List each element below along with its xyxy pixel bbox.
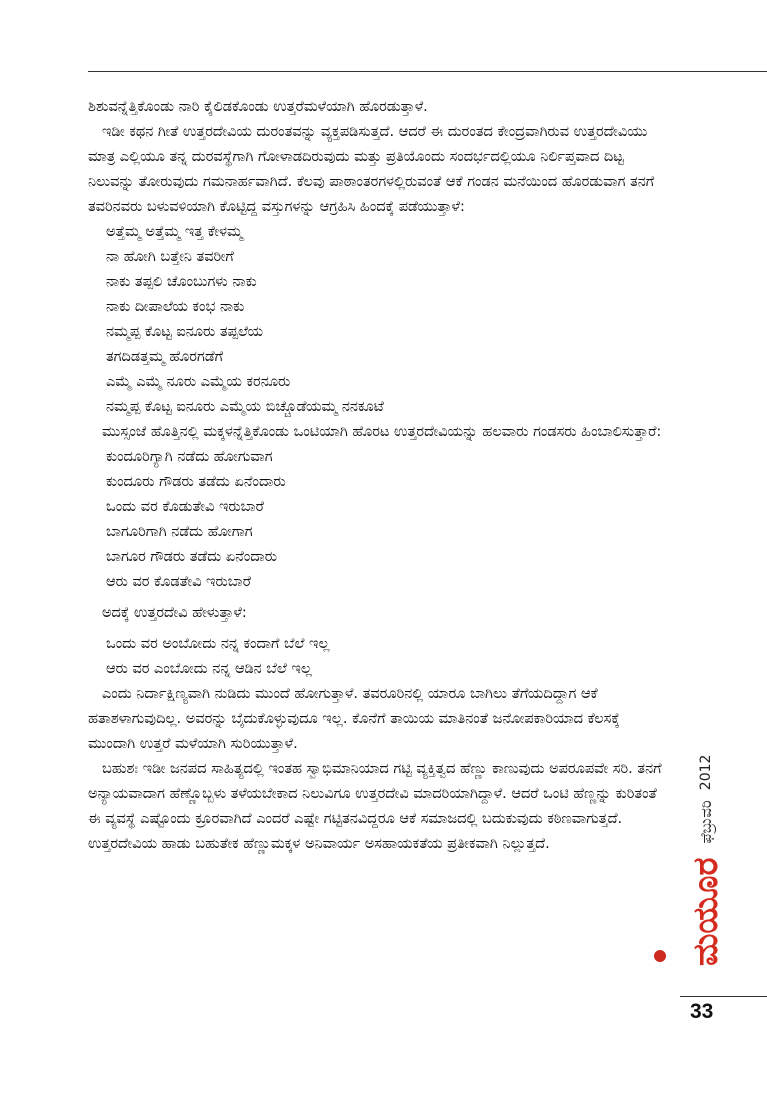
verse-line: ಆರು ವರ ಕೊಡತೇವಿ ಇರುಬಾರೆ — [106, 574, 252, 590]
verse-line: ನಾಕು ತಪ್ಪಲಿ ಚೊಂಬುಗಳು ನಾಕು — [106, 274, 257, 290]
verse-line: ತಗದಿಡತ್ತಮ್ಮ ಹೊರಗಡೆಗೆ — [106, 349, 224, 365]
masthead-dot — [654, 950, 666, 962]
issue-year: 2012 — [698, 754, 714, 791]
verse-line: ಎಮ್ಮೆ ಎಮ್ಮೆ ನೂರು ಎಮ್ಮೆಯ ಕರನೂರು — [106, 374, 291, 390]
verse-line: ನಾಕು ದೀಪಾಲೆಯ ಕಂಭ ನಾಕು — [106, 299, 245, 315]
page-number: 33 — [690, 1000, 714, 1023]
verse-line: ನಾ ಹೋಗಿ ಬತ್ತೇನಿ ತವರೀಗೆ — [106, 249, 234, 265]
verse-line: ಬಾಗೂರಿಗಾಗಿ ನಡೆದು ಹೋಗಾಗ — [106, 524, 253, 540]
paragraph: ಎಂದು ನಿರ್ದಾಕ್ಷಿಣ್ಯವಾಗಿ ನುಡಿದು ಮುಂದೆ ಹೋಗುತ್ತಾಳೆ. ತವರೂರಿನಲ್ಲಿ ಯಾರೂ ಬಾಗಿಲು ತೆಗೆಯದಿದ್ದಾಗ ಆಕೆ ಹತಾಶಳಾಗುವುದಿಲ್ಲ. ಅವರನ್ನು ಬೈದುಕೊಳ್ಳುವುದೂ ಇಲ್ಲ. ಕೊನೆಗೆ ತಾಯಿಯ ಮಾತಿನಂತೆ ಜನೋಪಕಾರಿಯಾದ ಕೆಲಸಕ್ಕೆ ಮುಂದಾಗಿ ಉತ್ತರೆ ಮಳೆಯಾಗಿ ಸುರಿಯುತ್ತಾಳೆ. — [88, 686, 620, 752]
magazine-title: ಮಯೂರ — [686, 857, 726, 966]
verse-line: ನಮ್ಮಪ್ಪ ಕೊಟ್ಟ ಐನೂರು ತಪ್ಪಲೆಯ — [106, 324, 264, 340]
verse-line: ಒಂದು ವರ ಕೊಡುತೇವಿ ಇರುಬಾರೆ — [106, 499, 264, 515]
verse-line: ಅತ್ತೆಮ್ಮ ಅತ್ತೆಮ್ಮ ಇತ್ತ ಕೇಳಮ್ಮ — [106, 224, 243, 240]
verse-line: ಕುಂದೂರು ಗೌಡರು ತಡೆದು ಏನೆಂದಾರು — [106, 474, 286, 490]
verse-line: ಕುಂದೂರಿಗ್ಯಾಗಿ ನಡೆದು ಹೋಗುವಾಗ — [106, 449, 273, 465]
issue-month: ಫೆಬ್ರುವರಿ — [697, 800, 715, 844]
verse-line: ಒಂದು ವರ ಅಂಬೋದು ನನ್ನ ಕಂದಾಗೆ ಬೆಲೆ ಇಲ್ಲ — [106, 636, 330, 652]
paragraph: ಇಡೀ ಕಥನ ಗೀತೆ ಉತ್ತರದೇವಿಯ ದುರಂತವನ್ನು ವ್ಯಕ್ತಪಡಿಸುತ್ತದೆ. ಆದರೆ ಈ ದುರಂತದ ಕೇಂದ್ರವಾಗಿರುವ ಉತ್ತರದೇವಿಯು ಮಾತ್ರ ಎಲ್ಲಿಯೂ ತನ್ನ ದುರವಸ್ಥೆಗಾಗಿ ಗೋಳಾಡದಿರುವುದು ಮತ್ತು ಪ್ರತಿಯೊಂದು ಸಂದರ್ಭದಲ್ಲಿಯೂ ನಿರ್ಲಿಪ್ತವಾದ ದಿಟ್ಟ ನಿಲುವನ್ನು ತೋರುವುದು ಗಮನಾರ್ಹವಾಗಿದೆ. ಕೆಲವು ಪಾಠಾಂತರಗಳಲ್ಲಿರುವಂತೆ ಆಕೆ ಗಂಡನ ಮನೆಯಿಂದ ಹೊರಡುವಾಗ ತನಗೆ ತವರಿನವರು ಬಳುವಳಿಯಾಗಿ ಕೊಟ್ಟಿದ್ದ ವಸ್ತುಗಳನ್ನು ಆಗ್ರಹಿಸಿ ಹಿಂದಕ್ಕೆ ಪಡೆಯುತ್ತಾಳೆ: — [88, 124, 655, 215]
verse-block — [88, 220, 670, 420]
side-masthead — [686, 755, 726, 966]
paragraph: ಅದಕ್ಕೆ ಉತ್ತರದೇವಿ ಹೇಳುತ್ತಾಳೆ: — [102, 605, 247, 621]
top-rule — [88, 71, 767, 72]
article-body — [88, 95, 670, 857]
verse-line: ಬಾಗೂರ ಗೌಡರು ತಡೆದು ಏನೆಂದಾರು — [106, 549, 278, 565]
verse-line: ಆರು ವರ ಎಂಬೋದು ನನ್ನ ಆಡಿನ ಬೆಲೆ ಇಲ್ಲ — [106, 661, 312, 677]
paragraph: ಶಿಶುವನ್ನೆತ್ತಿಕೊಂಡು ನಾರಿ ಕೈಲಿಡಕೊಂಡು ಉತ್ತರೆಮಳೆಯಾಗಿ ಹೊರಡುತ್ತಾಳೆ. — [88, 99, 428, 115]
verse-line: ನಮ್ಮಪ್ಪ ಕೊಟ್ಟ ಐನೂರು ಎಮ್ಮೆಯ ಬಿಚ್ಚೊಡೆಯಮ್ಮ ನನಕೂಟೆ — [106, 399, 384, 415]
paragraph: ಮುಸ್ಸಂಜೆ ಹೊತ್ತಿನಲ್ಲಿ ಮಕ್ಕಳನ್ನೆತ್ತಿಕೊಂಡು ಒಂಟಿಯಾಗಿ ಹೊರಟ ಉತ್ತರದೇವಿಯನ್ನು ಹಲವಾರು ಗಂಡಸರು ಹಿಂಬಾಲಿಸುತ್ತಾರೆ: — [102, 424, 662, 440]
paragraph: ಬಹುಶಃ ಇಡೀ ಜನಪದ ಸಾಹಿತ್ಯದಲ್ಲಿ ಇಂತಹ ಸ್ವಾಭಿಮಾನಿಯಾದ ಗಟ್ಟಿ ವ್ಯಕ್ತಿತ್ವದ ಹೆಣ್ಣು ಕಾಣುವುದು ಅಪರೂಪವೇ ಸರಿ. ತನಗೆ ಅನ್ಯಾಯವಾದಾಗ ಹೆಣ್ಣೊಬ್ಬಳು ತಳೆಯಬೇಕಾದ ನಿಲುವಿಗೂ ಉತ್ತರದೇವಿ ಮಾದರಿಯಾಗಿದ್ದಾಳೆ. ಆದರೆ ಒಂಟಿ ಹೆಣ್ಣನ್ನು ಕುರಿತಂತೆ ಈ ವ್ಯವಸ್ಥೆ ಎಷ್ಟೊಂದು ಕ್ರೂರವಾಗಿದೆ ಎಂದರೆ ಎಷ್ಟೇ ಗಟ್ಟಿತನವಿದ್ದರೂ ಆಕೆ ಸಮಾಜದಲ್ಲಿ ಬದುಕುವುದು ಕಠಿಣವಾಗುತ್ತದೆ. ಉತ್ತರದೇವಿಯ ಹಾಡು ಬಹುತೇಕ ಹೆಣ್ಣುಮಕ್ಕಳ ಅನಿವಾರ್ಯ ಅಸಹಾಯಕತೆಯ ಪ್ರತೀಕವಾಗಿ ನಿಲ್ಲುತ್ತದೆ. — [88, 761, 662, 852]
bottom-rule — [680, 996, 767, 997]
verse-block — [88, 632, 670, 682]
verse-block — [88, 445, 670, 595]
